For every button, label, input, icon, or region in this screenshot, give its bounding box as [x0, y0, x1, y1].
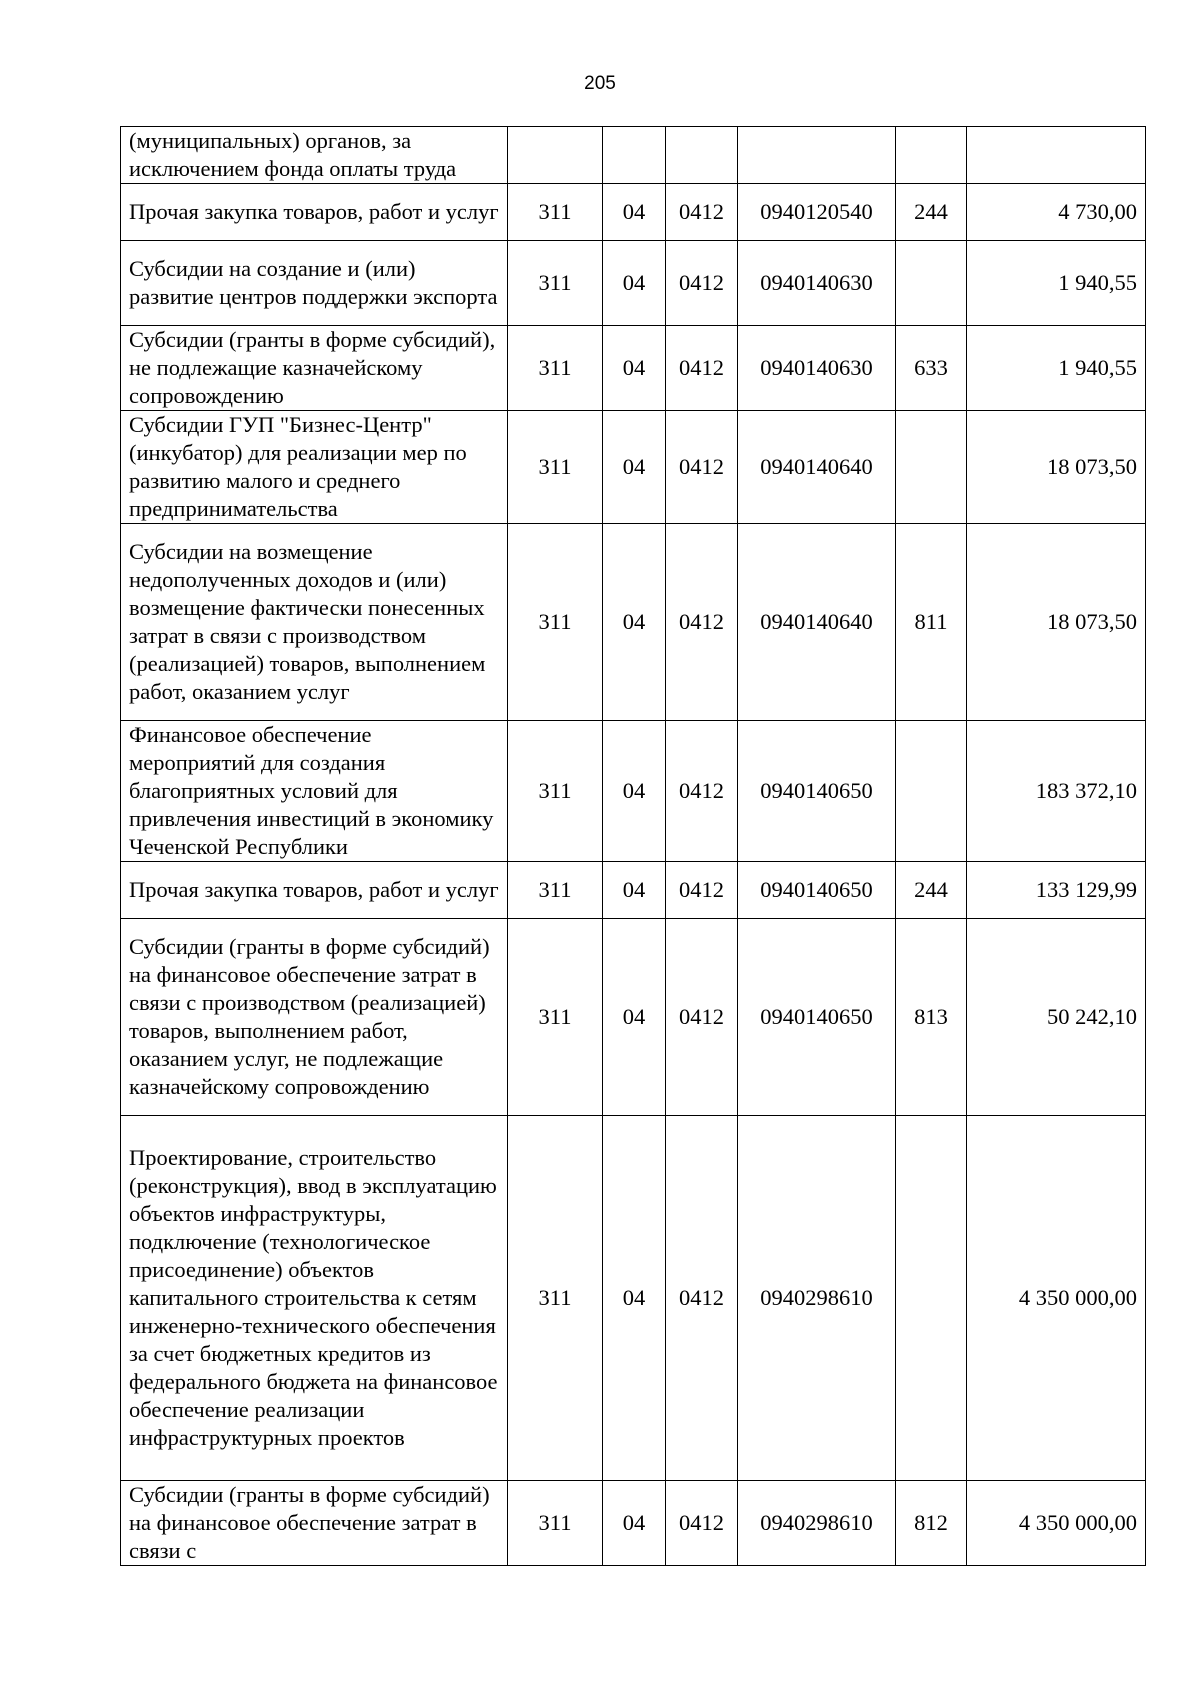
cell-admin: 311 — [508, 862, 603, 919]
cell-target: 0940298610 — [738, 1481, 896, 1566]
cell-name: Финансовое обеспечение мероприятий для создания благоприятных условий для привлечения инвестиций в экономику Чеченской Республики — [121, 721, 508, 862]
cell-target: 0940140630 — [738, 326, 896, 411]
table-row — [121, 524, 1146, 721]
cell-expense — [896, 1116, 967, 1481]
cell-target — [738, 127, 896, 184]
cell-admin: 311 — [508, 184, 603, 241]
cell-amount: 18 073,50 — [967, 524, 1146, 721]
cell-subsection — [666, 127, 738, 184]
cell-subsection: 0412 — [666, 241, 738, 326]
cell-subsection: 0412 — [666, 524, 738, 721]
cell-subsection: 0412 — [666, 919, 738, 1116]
cell-section: 04 — [603, 326, 666, 411]
cell-target: 0940140650 — [738, 862, 896, 919]
cell-subsection: 0412 — [666, 184, 738, 241]
cell-subsection: 0412 — [666, 326, 738, 411]
table-row — [121, 326, 1146, 411]
cell-amount: 183 372,10 — [967, 721, 1146, 862]
cell-target: 0940140650 — [738, 721, 896, 862]
table-row — [121, 127, 1146, 184]
table-row — [121, 1116, 1146, 1481]
cell-admin: 311 — [508, 1116, 603, 1481]
cell-expense — [896, 721, 967, 862]
cell-amount: 18 073,50 — [967, 411, 1146, 524]
cell-target: 0940140640 — [738, 524, 896, 721]
cell-section: 04 — [603, 919, 666, 1116]
cell-expense: 811 — [896, 524, 967, 721]
cell-name: Прочая закупка товаров, работ и услуг — [121, 184, 508, 241]
cell-expense: 813 — [896, 919, 967, 1116]
cell-name: (муниципальных) органов, за исключением фонда оплаты труда — [121, 127, 508, 184]
cell-section: 04 — [603, 184, 666, 241]
cell-amount: 1 940,55 — [967, 326, 1146, 411]
cell-name: Субсидии на возмещение недополученных доходов и (или) возмещение фактически понесенных затрат в связи с производством (реализацией) товаров, выполнением работ, оказанием услуг — [121, 524, 508, 721]
page-number: 205 — [584, 73, 616, 94]
cell-admin: 311 — [508, 721, 603, 862]
cell-expense: 633 — [896, 326, 967, 411]
cell-admin: 311 — [508, 411, 603, 524]
cell-name: Субсидии (гранты в форме субсидий) на финансовое обеспечение затрат в связи с — [121, 1481, 508, 1566]
cell-amount: 4 350 000,00 — [967, 1481, 1146, 1566]
cell-amount: 4 350 000,00 — [967, 1116, 1146, 1481]
cell-admin — [508, 127, 603, 184]
cell-section: 04 — [603, 524, 666, 721]
cell-amount — [967, 127, 1146, 184]
cell-section: 04 — [603, 1481, 666, 1566]
cell-name: Субсидии (гранты в форме субсидий) на финансовое обеспечение затрат в связи с производством (реализацией) товаров, выполнением работ, оказанием услуг, не подлежащие казначейскому сопровождению — [121, 919, 508, 1116]
cell-amount: 50 242,10 — [967, 919, 1146, 1116]
cell-target: 0940298610 — [738, 1116, 896, 1481]
cell-amount: 1 940,55 — [967, 241, 1146, 326]
cell-subsection: 0412 — [666, 862, 738, 919]
cell-subsection: 0412 — [666, 1116, 738, 1481]
cell-section: 04 — [603, 1116, 666, 1481]
cell-name: Субсидии ГУП "Бизнес-Центр" (инкубатор) для реализации мер по развитию малого и среднего предпринимательства — [121, 411, 508, 524]
cell-subsection: 0412 — [666, 721, 738, 862]
budget-table — [120, 126, 1146, 1566]
cell-name: Субсидии на создание и (или) развитие центров поддержки экспорта — [121, 241, 508, 326]
cell-name: Проектирование, строительство (реконструкция), ввод в эксплуатацию объектов инфраструктуры, подключение (технологическое присоединение) объектов капитального строительства к сетям инженерно-технического обеспечения за счет бюджетных кредитов из федерального бюджета на финансовое обеспечение реализации инфраструктурных проектов — [121, 1116, 508, 1481]
cell-expense: 244 — [896, 862, 967, 919]
table-row — [121, 241, 1146, 326]
cell-target: 0940140640 — [738, 411, 896, 524]
cell-expense — [896, 411, 967, 524]
table-row — [121, 721, 1146, 862]
table-row — [121, 862, 1146, 919]
cell-expense: 812 — [896, 1481, 967, 1566]
cell-name: Прочая закупка товаров, работ и услуг — [121, 862, 508, 919]
cell-section: 04 — [603, 862, 666, 919]
cell-subsection: 0412 — [666, 411, 738, 524]
cell-section: 04 — [603, 241, 666, 326]
cell-section: 04 — [603, 721, 666, 862]
cell-section — [603, 127, 666, 184]
table-row — [121, 184, 1146, 241]
table-row — [121, 1481, 1146, 1566]
cell-target: 0940140650 — [738, 919, 896, 1116]
cell-expense: 244 — [896, 184, 967, 241]
budget-table-body — [121, 127, 1146, 1566]
cell-target: 0940120540 — [738, 184, 896, 241]
cell-expense — [896, 241, 967, 326]
cell-amount: 4 730,00 — [967, 184, 1146, 241]
cell-admin: 311 — [508, 326, 603, 411]
cell-section: 04 — [603, 411, 666, 524]
cell-admin: 311 — [508, 1481, 603, 1566]
cell-amount: 133 129,99 — [967, 862, 1146, 919]
cell-name: Субсидии (гранты в форме субсидий), не подлежащие казначейскому сопровождению — [121, 326, 508, 411]
cell-admin: 311 — [508, 241, 603, 326]
cell-target: 0940140630 — [738, 241, 896, 326]
table-row — [121, 919, 1146, 1116]
cell-admin: 311 — [508, 919, 603, 1116]
cell-admin: 311 — [508, 524, 603, 721]
table-row — [121, 411, 1146, 524]
cell-subsection: 0412 — [666, 1481, 738, 1566]
cell-expense — [896, 127, 967, 184]
